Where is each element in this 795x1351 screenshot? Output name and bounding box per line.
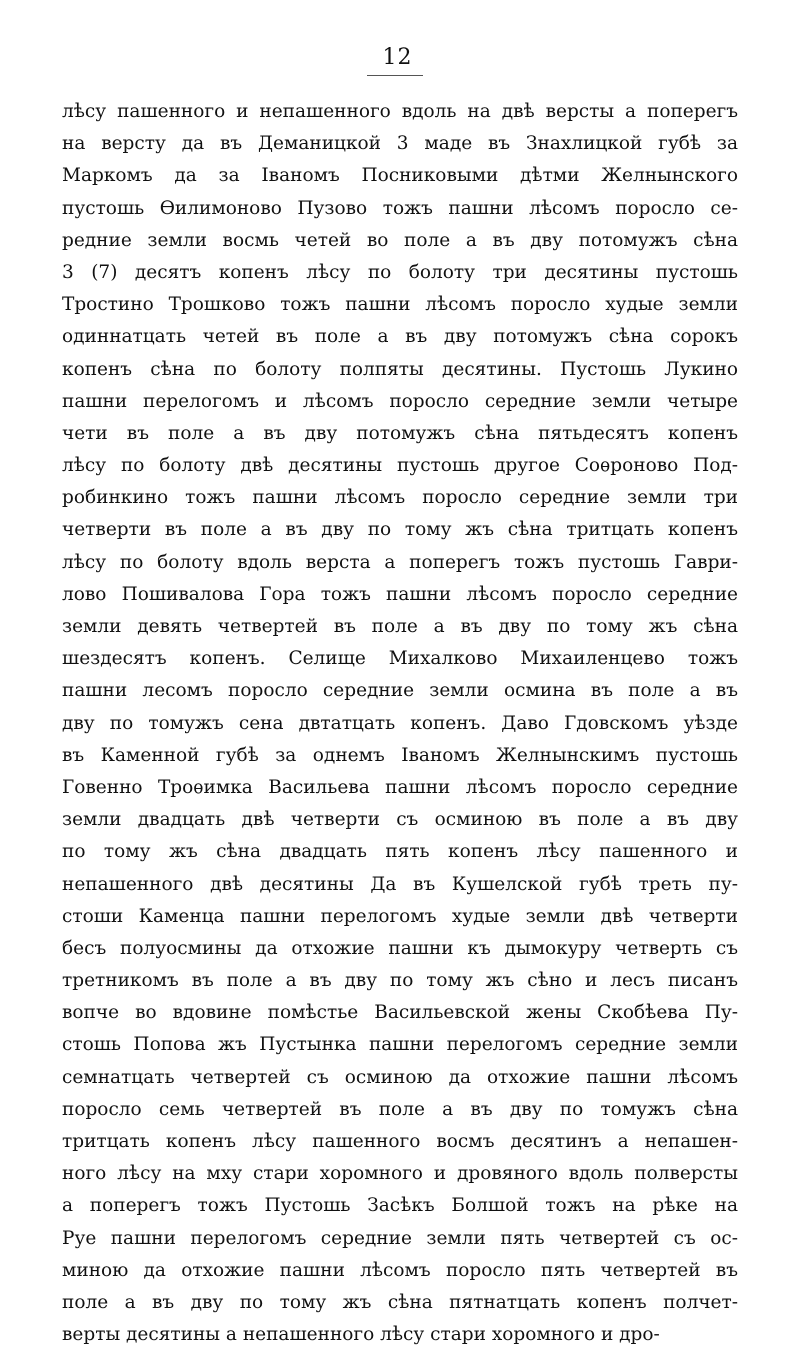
text-line: на версту да въ Деманицкой 3 маде въ Знахлицкой губѣ за: [62, 133, 738, 155]
text-line: пашни лесомъ поросло середние земли осмина въ поле а въ: [62, 680, 738, 702]
text-line: редние земли восмь четей во поле а въ дву потомужъ сѣна: [62, 229, 738, 251]
text-line: стоши Каменца пашни перелогомъ худые земли двѣ четверти: [62, 905, 738, 927]
text-line: третникомъ въ поле а въ дву по тому жъ сѣно и лесъ писанъ: [62, 970, 738, 992]
text-line: одиннатцать четей въ поле а въ дву потомужъ сѣна сорокъ: [62, 326, 738, 348]
text-line: миною да отхожие пашни лѣсомъ поросло пять четвертей въ: [62, 1259, 738, 1281]
text-line: вопче во вдовине помѣстье Васильевской жены Скобѣева Пу-: [62, 1002, 738, 1024]
text-line: лѣсу по болоту двѣ десятины пустошь другое Соѳроново Под-: [62, 455, 738, 477]
text-line: лово Пошивалова Гора тожъ пашни лѣсомъ поросло середние: [62, 583, 738, 605]
text-line: лѣсу пашенного и непашенного вдоль на двѣ версты а поперегъ: [62, 101, 738, 122]
text-line: Маркомъ да за Іваномъ Посниковыми дѣтми Желнынского: [62, 165, 738, 187]
text-line: тритцать копенъ лѣсу пашенного восмъ десятинъ а непашен-: [62, 1131, 738, 1152]
text-line: поле а въ дву по тому жъ сѣна пятнатцать копенъ полчет-: [62, 1291, 738, 1313]
text-line: пашни перелогомъ и лѣсомъ поросло середние земли четыре: [62, 390, 738, 412]
text-line: робинкино тожъ пашни лѣсомъ поросло середние земли три: [62, 487, 738, 509]
text-line: пустошь Ѳилимоново Пузово тожъ пашни лѣсомъ поросло се-: [62, 197, 738, 219]
text-line: непашенного двѣ десятины Да въ Кушелской губѣ треть пу-: [62, 873, 738, 895]
text-line: чети въ поле а въ дву потомужъ сѣна пятьдесятъ копенъ: [62, 422, 738, 444]
text-line: четверти въ поле а въ дву по тому жъ сѣна тритцать копенъ: [62, 519, 738, 541]
text-line: дву по томужъ сена двтатцать копенъ. Даво Гдовскомъ уѣзде: [62, 712, 738, 734]
text-line: 3 (7) десятъ копенъ лѣсу по болоту три десятины пустошь: [62, 261, 738, 283]
text-line: копенъ сѣна по болоту полпяты десятины. Пустошь Лукино: [62, 358, 738, 380]
text-line: поросло семь четвертей въ поле а въ дву по томужъ сѣна: [62, 1098, 738, 1120]
text-line: земли девять четвертей въ поле а въ дву по тому жъ сѣна: [62, 616, 738, 637]
text-line: Руе пашни перелогомъ середние земли пять четвертей съ ос-: [62, 1227, 738, 1249]
body-text: [62, 96, 738, 1351]
text-line: земли двадцать двѣ четверти съ осминою въ поле а въ дву: [62, 809, 738, 831]
text-line: Говенно Троѳимка Васильева пашни лѣсомъ поросло середние: [62, 776, 738, 798]
text-line: бесъ полуосмины да отхожие пашни къ дымокуру четверть съ: [62, 937, 738, 959]
text-line: лѣсу по болоту вдоль верста а поперегъ тожъ пустошь Гаври-: [62, 551, 738, 573]
page-number: 12: [382, 45, 413, 70]
text-line: верты десятины а непашенного лѣсу стари хоромного и дро-: [62, 1324, 660, 1346]
text-line: въ Каменной губѣ за однемъ Іваномъ Желнынскимъ пустошь: [62, 744, 738, 766]
text-line: шездесятъ копенъ. Селище Михалково Михаиленцево тожъ: [62, 648, 738, 670]
page-number-rule: [367, 75, 423, 76]
text-line: стошь Попова жъ Пустынка пашни перелогомъ середние земли: [62, 1034, 738, 1056]
text-line: семнатцать четвертей съ осминою да отхожие пашни лѣсомъ: [62, 1066, 738, 1088]
text-line: по тому жъ сѣна двадцать пять копенъ лѣсу пашенного и: [62, 841, 738, 863]
text-line: Тростино Трошково тожъ пашни лѣсомъ поросло худые земли: [62, 294, 738, 316]
text-line: а поперегъ тожъ Пустошь Засѣкъ Болшой тожъ на рѣке на: [62, 1195, 738, 1217]
text-line: ного лѣсу на мху стари хоромного и дровяного вдоль полверсты: [62, 1163, 738, 1185]
